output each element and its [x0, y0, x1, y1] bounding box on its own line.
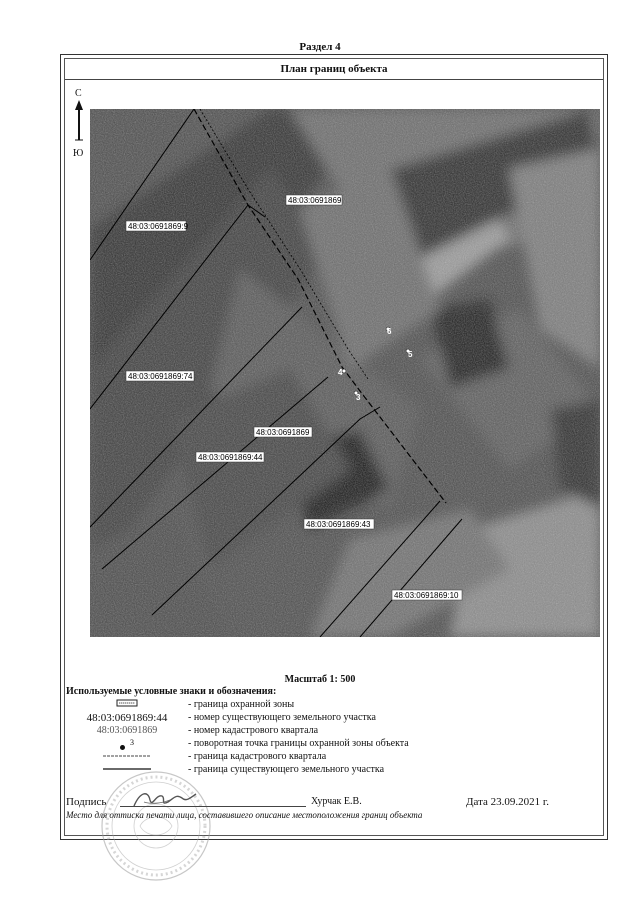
- aerial-map[interactable]: [90, 109, 600, 637]
- legend-item-parcel-number: [66, 712, 546, 725]
- point-number-5: 5: [408, 350, 413, 359]
- turning-point: [342, 369, 346, 373]
- legend-symbol: 48:03:0691869:44: [86, 712, 168, 724]
- turning-point-number: 3: [130, 738, 134, 747]
- compass-north-label: С: [75, 88, 82, 99]
- label-text-parcel-9: 48:03:0691869:9: [128, 222, 189, 231]
- legend-symbol: [66, 699, 188, 711]
- label-parcel-10: [392, 590, 462, 600]
- signature-row: [66, 796, 566, 810]
- map-canvas: [90, 109, 600, 637]
- label-parcel-44: [196, 452, 264, 462]
- section-title: Раздел 4: [299, 41, 341, 53]
- turning-point-icon: [120, 745, 125, 750]
- label-text-parcel-44: 48:03:0691869:44: [198, 453, 263, 462]
- label-quarter-mid: [254, 427, 312, 437]
- point-number-6: 6: [387, 327, 392, 336]
- point-number-3: 3: [356, 393, 361, 402]
- label-text-quarter-mid: 48:03:0691869: [256, 428, 310, 437]
- signature-date: Дата 23.09.2021 г.: [466, 796, 549, 808]
- label-text-parcel-10: 48:03:0691869:10: [394, 591, 459, 600]
- label-text-parcel-43: 48:03:0691869:43: [306, 520, 371, 529]
- legend-description: - поворотная точка границы охранной зоны объекта: [188, 738, 409, 749]
- seal-stamp-image: [100, 770, 212, 882]
- legend-description: - номер кадастрового квартала: [188, 725, 319, 736]
- legend-description: - граница существующего земельного участка: [188, 764, 385, 775]
- legend-symbol: 48:03:0691869: [96, 725, 158, 736]
- legend-title: Используемые условные знаки и обозначения:: [66, 686, 277, 697]
- label-quarter-top: [286, 195, 342, 205]
- legend-item-zone-boundary: [66, 699, 546, 712]
- label-parcel-74: [126, 371, 194, 381]
- label-text-quarter-top: 48:03:0691869: [288, 196, 342, 205]
- signer-name: Хурчак Е.В.: [311, 796, 362, 807]
- plan-title: План границ объекта: [65, 59, 603, 80]
- point-number-4: 4: [338, 368, 343, 377]
- compass-south-label: Ю: [73, 148, 84, 159]
- legend-item-quarter-number: [66, 725, 546, 738]
- legend-symbol: [66, 751, 188, 763]
- legend-description: - номер существующего земельного участка: [188, 712, 376, 723]
- legend-description: - граница кадастрового квартала: [188, 751, 327, 762]
- legend-item-turning-point: [66, 738, 546, 751]
- signature-label: Подпись: [66, 796, 107, 808]
- quarter-boundary-icon: [102, 751, 152, 760]
- map-scale: Масштаб 1: 500: [284, 674, 356, 685]
- label-parcel-9: [126, 221, 189, 231]
- zone-boundary-icon: [116, 699, 138, 708]
- handwritten-signature-image: [130, 788, 200, 812]
- north-arrow-icon: [74, 100, 84, 148]
- label-text-parcel-74: 48:03:0691869:74: [128, 372, 193, 381]
- stamp-place-caption: Место для оттиска печати лица, составившего описание местоположения границ объекта: [66, 810, 423, 820]
- label-parcel-43: [304, 519, 374, 529]
- legend-item-quarter-boundary: [66, 751, 546, 764]
- legend-description: - граница охранной зоны: [188, 699, 295, 710]
- north-arrow: [73, 88, 89, 160]
